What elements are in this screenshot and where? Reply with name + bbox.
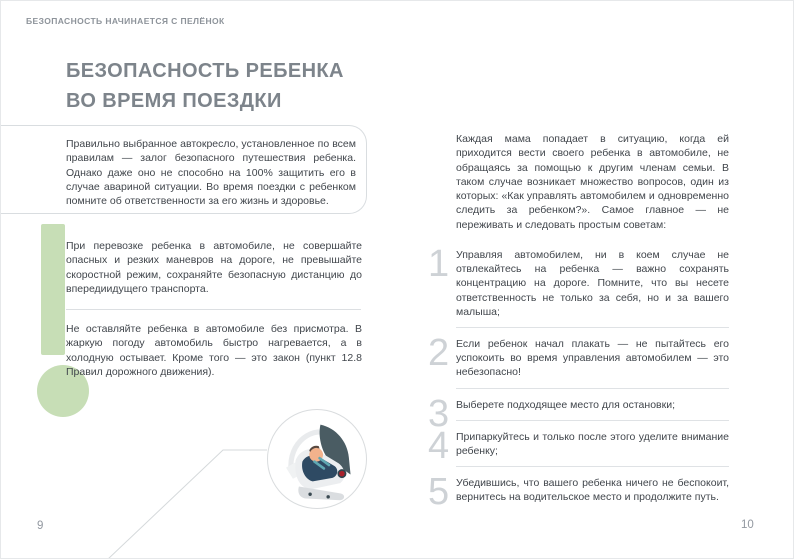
infant-car-seat-illustration	[267, 409, 367, 509]
page-number-left: 9	[37, 520, 44, 532]
left-paragraph-1: При перевозке ребенка в автомобиле, не совершайте опасных и резких маневров на дороге, не превышайте скоростной режим, сохраняйте безопасную дистанцию до впередиидущего транспорта.	[66, 240, 362, 295]
tip-item-3	[428, 392, 730, 435]
intro-card	[0, 125, 367, 214]
intro-card-text: Правильно выбранное автокресло, установленное по всем правилам — залог безопасного путешествия ребенка. Однако даже оно не способно на 100% защитить его в случае авариной ситуации. Во время поездки с ребенком помните об ответственности за его жизнь и здоровье.	[66, 138, 356, 208]
left-paragraph-2: Не оставляйте ребенка в автомобиле без присмотра. В жаркую погоду автомобиль быстро нагревается, а в холодную остывает. Кроме того — это закон (пункт 12.8 Правил дорожного движения).	[66, 323, 362, 378]
tip-number-2: 2	[428, 332, 449, 375]
tip-number-5: 5	[428, 471, 449, 514]
exclamation-mark-bar	[41, 224, 65, 355]
page-number-right: 10	[741, 519, 754, 531]
tip-text-3: Выберете подходящее место для остановки;	[456, 398, 729, 421]
tip-text-4: Припаркуйтесь и только после этого уделите внимание ребенку;	[456, 430, 729, 467]
tip-item-4	[428, 424, 730, 476]
infant-car-seat-icon	[274, 416, 360, 502]
tip-item-5	[428, 471, 730, 514]
tip-text-5: Убедившись, что вашего ребенка ничего не беспокоит, вернитесь на водительское место и продолжите путь.	[456, 477, 729, 504]
left-column-divider	[66, 309, 361, 310]
tip-number-3: 3	[428, 392, 449, 435]
tip-number-1: 1	[428, 243, 449, 285]
tips-list	[428, 243, 730, 514]
tip-item-2	[428, 332, 730, 398]
tip-text-1: Управляя автомобилем, ни в коем случае не отвлекайтесь на ребенка — важно сохранять концентрацию на дороге. Помните, что вы несете ответственность не только за себя, но и за вашего малыша;	[456, 248, 729, 328]
page-title	[66, 56, 344, 116]
tip-number-4: 4	[428, 424, 449, 467]
tip-text-2: Если ребенок начал плакать — не пытайтесь его успокоить во время управления автомобилем — это небезопасно!	[456, 337, 729, 389]
tip-item-1	[428, 243, 730, 337]
section-eyebrow: БЕЗОПАСНОСТЬ НАЧИНАЕТСЯ С ПЕЛЁНОК	[26, 16, 225, 26]
right-intro-paragraph: Каждая мама попадает в ситуацию, когда ей приходится вести своего ребенка в автомобиле, не обращаясь за помощью к другим членам семьи. В таком случае возникает множество вопросов, один из которых: «Как управлять автомобилем и одновременно следить за ребенком?». Самое главное — не переживать и следовать простым советам:	[456, 133, 729, 231]
page-title-line2: ВО ВРЕМЯ ПОЕЗДКИ	[66, 90, 282, 112]
page-title-line1: БЕЗОПАСНОСТЬ РЕБЕНКА	[66, 60, 344, 82]
